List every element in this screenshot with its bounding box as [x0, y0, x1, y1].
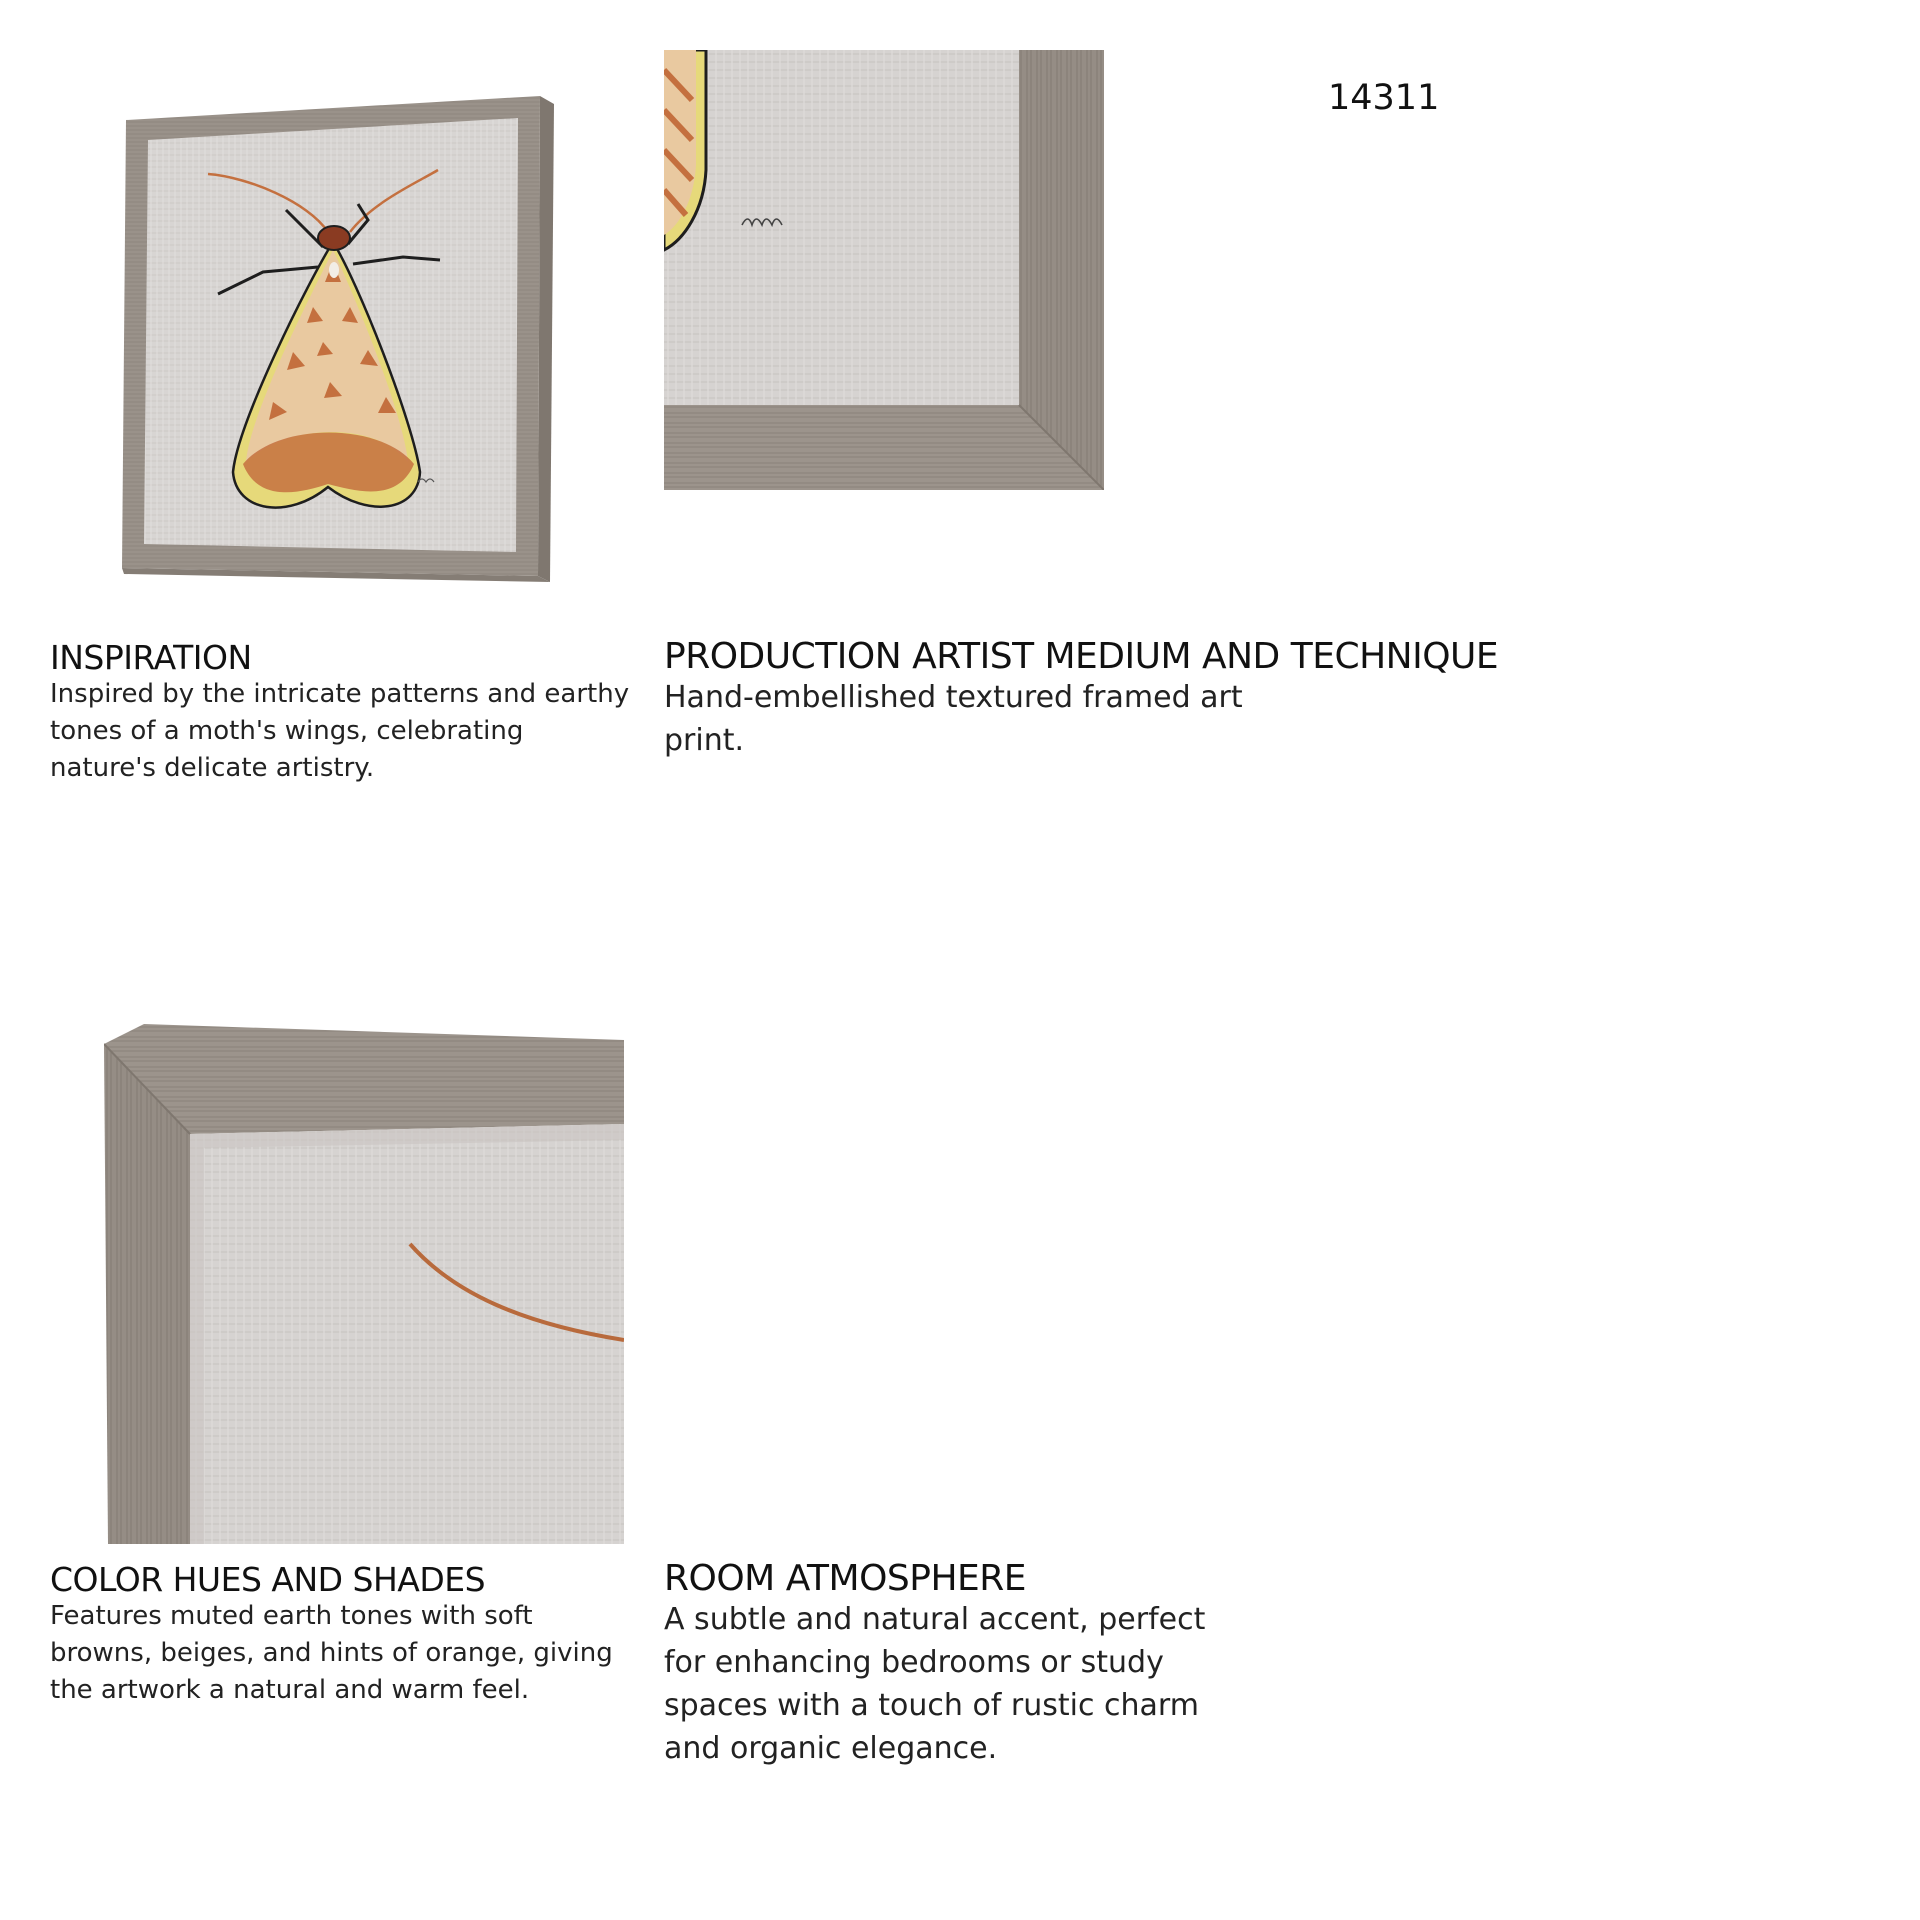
- production-title: PRODUCTION ARTIST MEDIUM AND TECHNIQUE: [664, 636, 1499, 677]
- inspiration-title: INSPIRATION: [50, 638, 252, 677]
- color-title: COLOR HUES AND SHADES: [50, 1560, 486, 1599]
- production-body: Hand-embellished textured framed art print.: [664, 680, 1243, 758]
- room-title: ROOM ATMOSPHERE: [664, 1558, 1027, 1599]
- frame-top-left-detail-graphic: [104, 1024, 624, 1544]
- frame-corner-detail-image: [664, 50, 1104, 490]
- framed-moth-artwork-graphic: [118, 92, 554, 582]
- room-body: A subtle and natural accent, perfect for enhancing bedrooms or study spaces with a touch of rustic charm and organic elegance.: [664, 1602, 1206, 1766]
- frame-top-left-detail-image: [104, 1024, 624, 1544]
- color-body: Features muted earth tones with soft browns, beiges, and hints of orange, giving the artwork a natural and warm feel.: [50, 1601, 613, 1705]
- framed-moth-artwork-image: [118, 92, 554, 582]
- product-id: 14311: [1328, 78, 1440, 118]
- frame-corner-detail-graphic: [664, 50, 1104, 490]
- inspiration-body: Inspired by the intricate patterns and earthy tones of a moth's wings, celebrating nature's delicate artistry.: [50, 679, 630, 783]
